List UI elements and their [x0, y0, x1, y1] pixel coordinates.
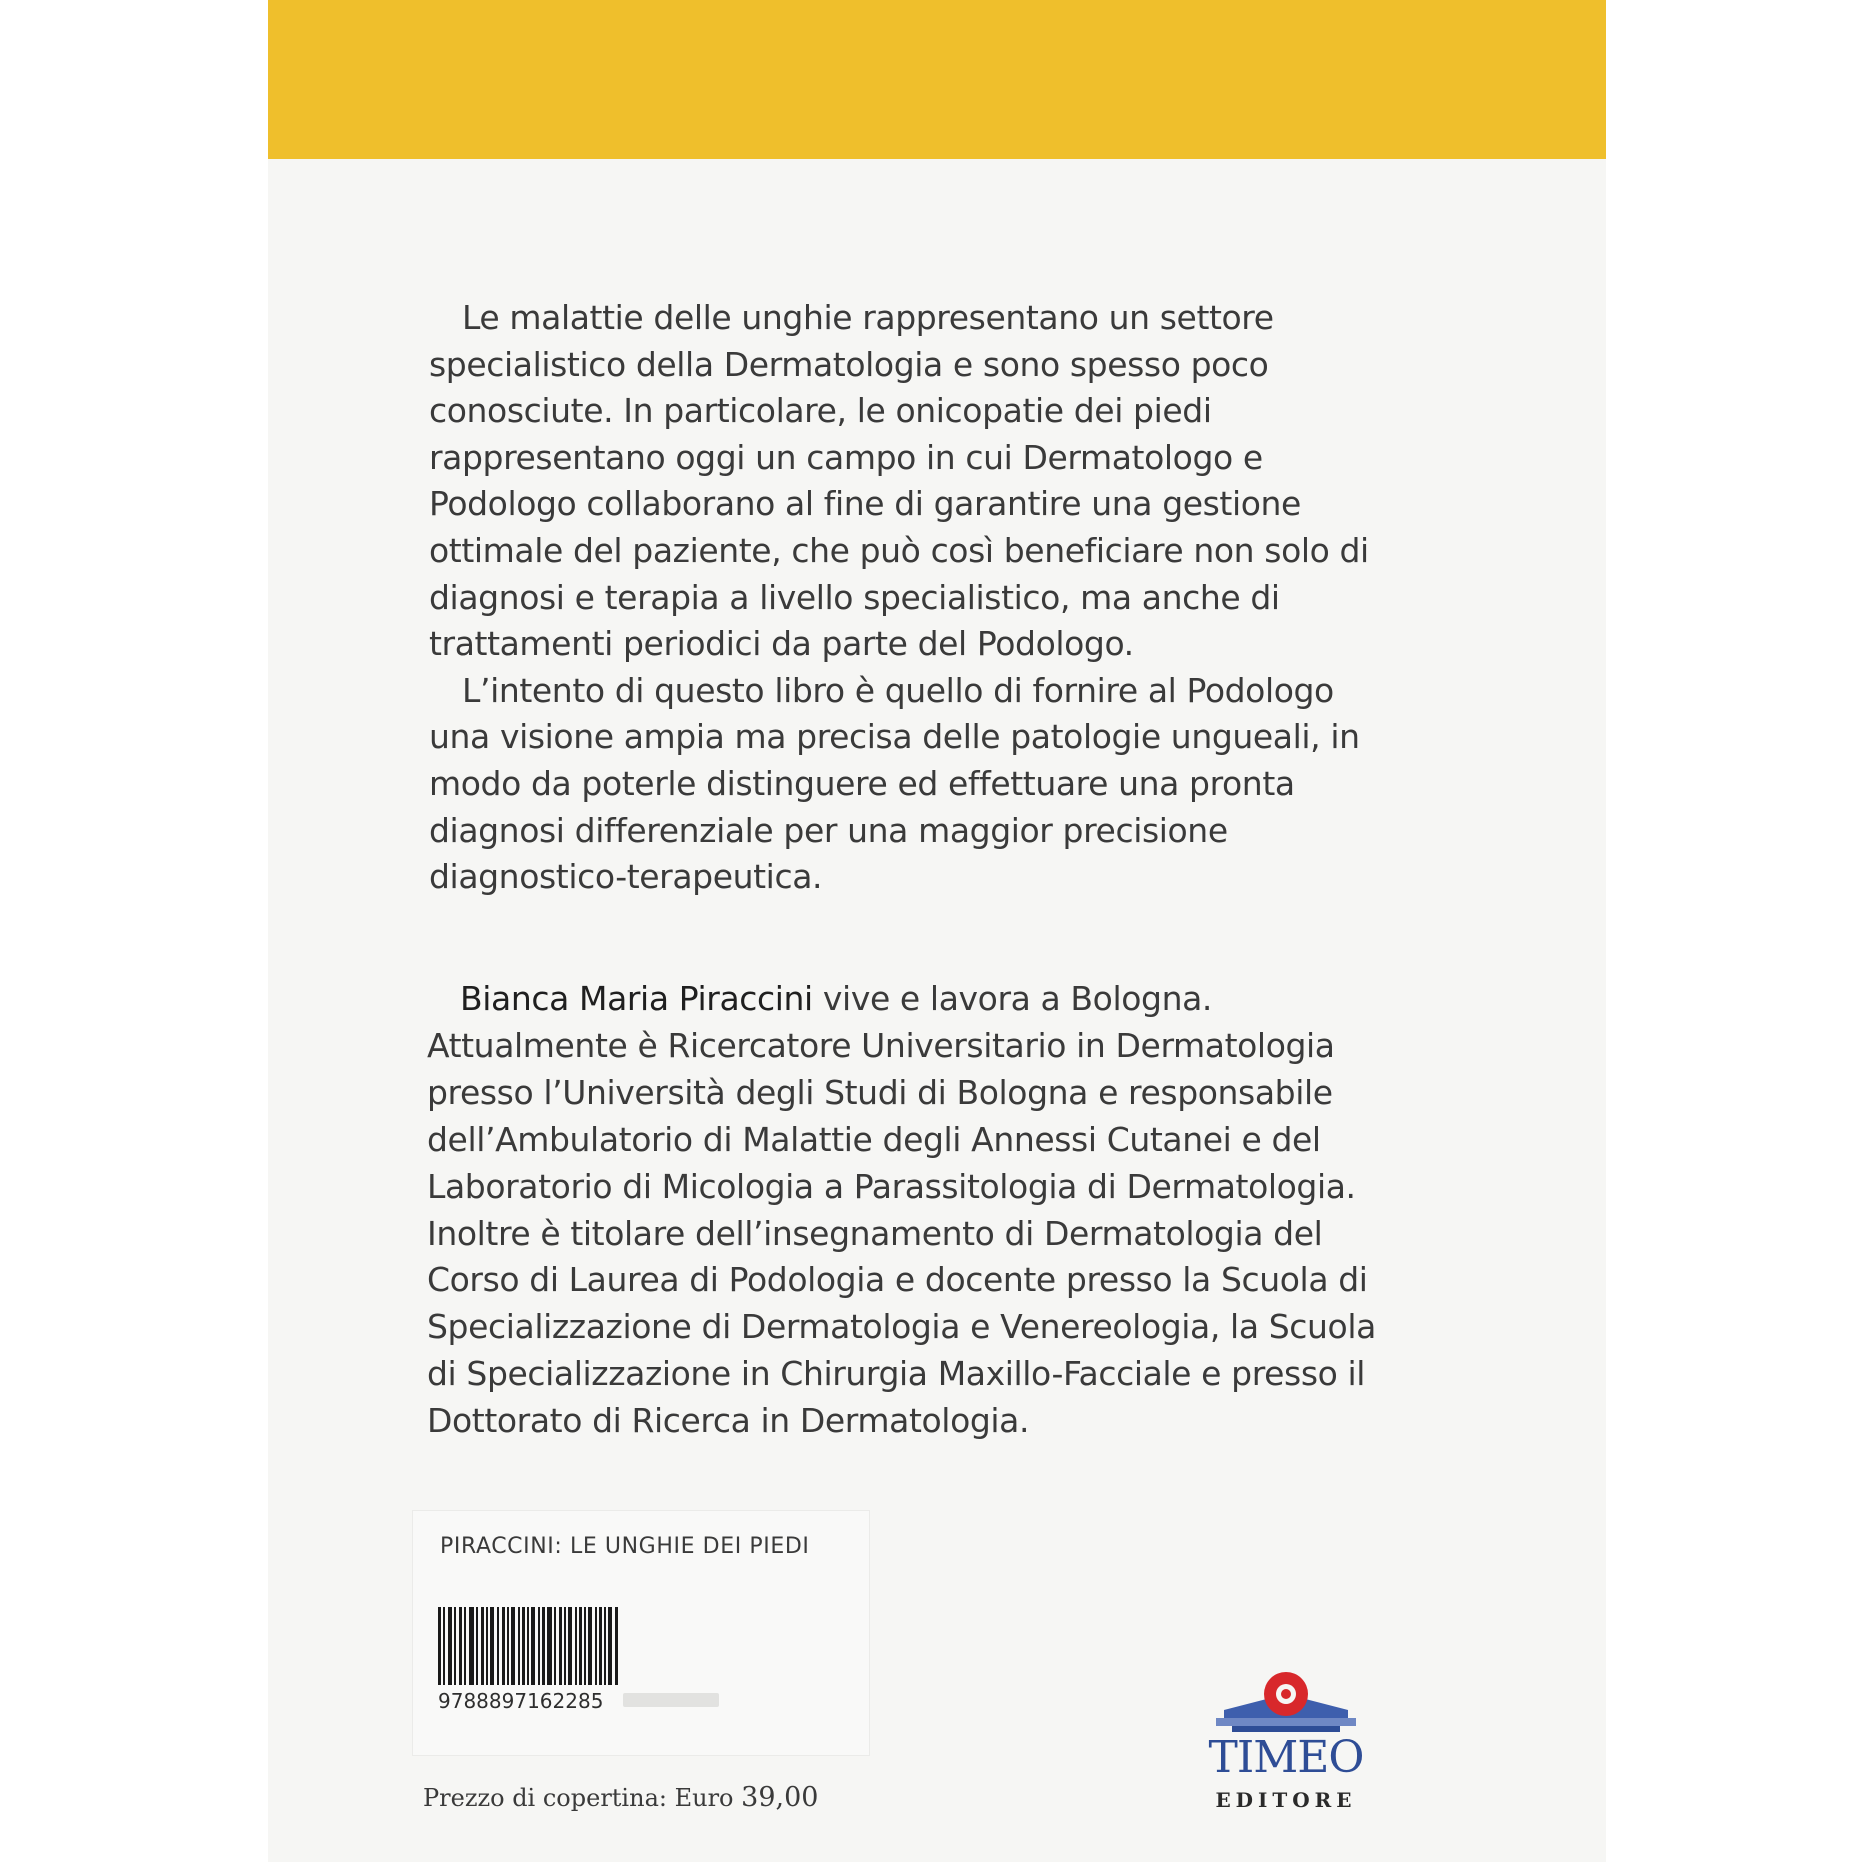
faded-isbn-print: [623, 1689, 719, 1711]
label-title: PIRACCINI: LE UNGHIE DEI PIEDI: [440, 1534, 810, 1559]
description-paragraph: L’intento di questo libro è quello di fornire al Podologo una visione ampia ma precisa delle patologie ungueali, in modo da poterle distinguere ed effettuare una pronta diagnosi differenziale per una maggior precisione diagnostico-terapeutica.: [429, 670, 1360, 897]
description-paragraph: Le malattie delle unghie rappresentano un settore specialistico della Dermatologia e sono spesso poco conosciute. In particolare, le onicopatie dei piedi rappresentano oggi un campo in cui Dermatologo e Podologo collaborano al fine di garantire una gestione ottimale del paziente, che può così beneficiare non solo di diagnosi e terapia a livello specialistico, ma anche di trattamenti periodici da parte del Podologo.: [429, 298, 1369, 664]
barcode-icon: [438, 1607, 619, 1685]
publisher-logo: [1206, 1672, 1366, 1822]
price-label: Prezzo di copertina: Euro: [423, 1784, 734, 1812]
biography-paragraph: [427, 976, 1387, 1445]
isbn-label-sticker: [412, 1510, 870, 1756]
book-description: [429, 295, 1389, 901]
price-amount: 39,00: [741, 1782, 819, 1813]
publisher-subtitle: EDITORE: [1215, 1788, 1357, 1812]
isbn-number: 9788897162285: [438, 1689, 604, 1713]
author-biography: [427, 976, 1387, 1445]
yellow-top-band: [268, 0, 1606, 159]
author-name: Bianca Maria Piraccini: [460, 979, 813, 1018]
publisher-name: TIMEO: [1208, 1732, 1364, 1783]
publisher-emblem-icon: [1206, 1672, 1366, 1736]
book-back-cover: [268, 0, 1606, 1862]
biography-text: vive e lavora a Bologna. Attualmente è Ricercatore Universitario in Dermatologia presso l’Università degli Studi di Bologna e responsabile dell’Ambulatorio di Malattie degli Annessi Cutanei e del Laboratorio di Micologia a Parassitologia di Dermatologia. Inoltre è titolare dell’insegnamento di Dermatologia del Corso di Laurea di Podologia e docente presso la Scuola di Specializzazione di Dermatologia e Venereologia, la Scuola di Specializzazione in Chirurgia Maxillo-Facciale e presso il Dottorato di Ricerca in Dermatologia.: [427, 979, 1376, 1441]
cover-price: [423, 1782, 818, 1813]
